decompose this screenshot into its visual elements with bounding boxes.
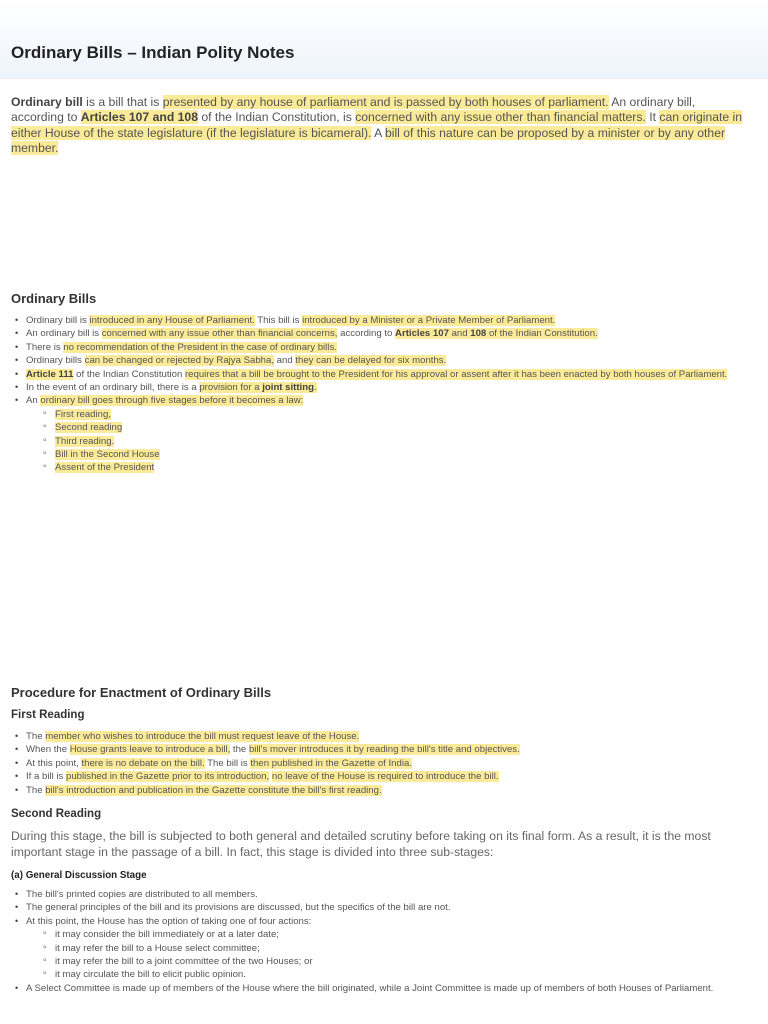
list-item: • There is no recommendation of the President in the case of ordinary bills. [11,341,756,354]
highlight: can originate in either House of the state legislature (if the legislature is bicameral). [11,110,743,140]
list-item: • When the House grants leave to introduce a bill, the bill's mover introduces it by reading the bill's title and objectives. [11,743,756,756]
subheading-second-reading: Second Reading [11,808,102,820]
subheading-general-discussion: (a) General Discussion Stage [11,870,147,881]
list-item: • At this point, the House has the option of taking one of four actions: ◦ it may consider the bill immediately or at a later date; ◦ it may refer the bill to a House select committee; ◦ it may refer the bill to a joint committee of the two Houses; or ◦ it may circulate the bill to elicit public opinion. [11,915,756,982]
stage-item: ◦ Assent of the President [26,461,756,474]
action-item: ◦ it may refer the bill to a House select committee; [26,942,756,955]
subheading-first-reading: First Reading [11,709,85,721]
page-header [0,0,768,79]
list-item: • An ordinary bill is concerned with any issue other than financial concerns, according to Articles 107 and 108 of the Indian Constitution. [11,327,756,340]
list-item: • Article 111 of the Indian Constitution requires that a bill be brought to the President for his approval or assent after it has been enacted by both houses of Parliament. [11,368,756,381]
second-reading-paragraph: During this stage, the bill is subjected to both general and detailed scrutiny before taking on its final form. As a result, it is the most important stage in the passage of a bill. In fact, this stage is divided into three sub-stages: [11,829,711,859]
list-item: • If a bill is published in the Gazette prior to its introduction, no leave of the House is required to introduce the bill. [11,770,756,783]
list-item: • Ordinary bill is introduced in any House of Parliament. This bill is introduced by a Minister or a Private Member of Parliament. [11,314,756,327]
actions-list [26,928,756,982]
first-reading-list [11,730,756,797]
stage-item: ◦ Bill in the Second House [26,448,756,461]
ordinary-bills-list [11,314,756,475]
list-item: • The member who wishes to introduce the bill must request leave of the House. [11,730,756,743]
list-item: • The general principles of the bill and its provisions are discussed, but the specifics of the bill are not. [11,901,756,914]
stage-item: ◦ First reading, [26,408,756,421]
highlight: concerned with any issue other than financial matters. [355,110,646,125]
stages-list [26,408,756,475]
section-heading-ordinary-bills: Ordinary Bills [11,291,97,306]
intro-term: Ordinary bill [11,95,83,109]
section-heading-procedure: Procedure for Enactment of Ordinary Bills [11,685,272,700]
stage-item: ◦ Third reading. [26,435,756,448]
list-item: • The bill's printed copies are distributed to all members. [11,888,756,901]
action-item: ◦ it may consider the bill immediately or at a later date; [26,928,756,941]
list-item: • Ordinary bills can be changed or rejected by Rajya Sabha, and they can be delayed for six months. [11,354,756,367]
list-item: • A Select Committee is made up of members of the House where the bill originated, while a Joint Committee is made up of members of both Houses of Parliament. [11,982,756,995]
list-item: • At this point, there is no debate on the bill. The bill is then published in the Gazette of India. [11,757,756,770]
list-item: • In the event of an ordinary bill, there is a provision for a joint sitting. [11,381,756,394]
action-item: ◦ it may circulate the bill to elicit public opinion. [26,968,756,981]
highlight: presented by any house of parliament and is passed by both houses of parliament. [162,95,609,109]
highlight: Articles 107 and 108 [80,110,198,125]
action-item: ◦ it may refer the bill to a joint committee of the two Houses; or [26,955,756,968]
list-item: • An ordinary bill goes through five stages before it becomes a law: ◦ First reading, ◦ Second reading ◦ Third reading. ◦ Bill in the Second House ◦ Assent of the President [11,394,756,474]
stage-item: ◦ Second reading [26,421,756,434]
general-discussion-list [11,888,756,995]
page-title: Ordinary Bills – Indian Polity Notes [11,43,295,62]
list-item: • The bill's introduction and publication in the Gazette constitute the bill's first reading. [11,784,756,797]
intro-paragraph: Ordinary bill is a bill that is presented by any house of parliament and is passed by both houses of parliament. An ordinary bill, according to Articles 107 and 108 of the Indian Constitution, is concerned with any issue other than financial matters. It can originate in either House of the state legislature (if the legislature is bicameral). A bill of this nature can be proposed by a minister or by any other member. [11,95,743,155]
highlight: bill of this nature can be proposed by a minister or by any other member. [11,125,726,155]
